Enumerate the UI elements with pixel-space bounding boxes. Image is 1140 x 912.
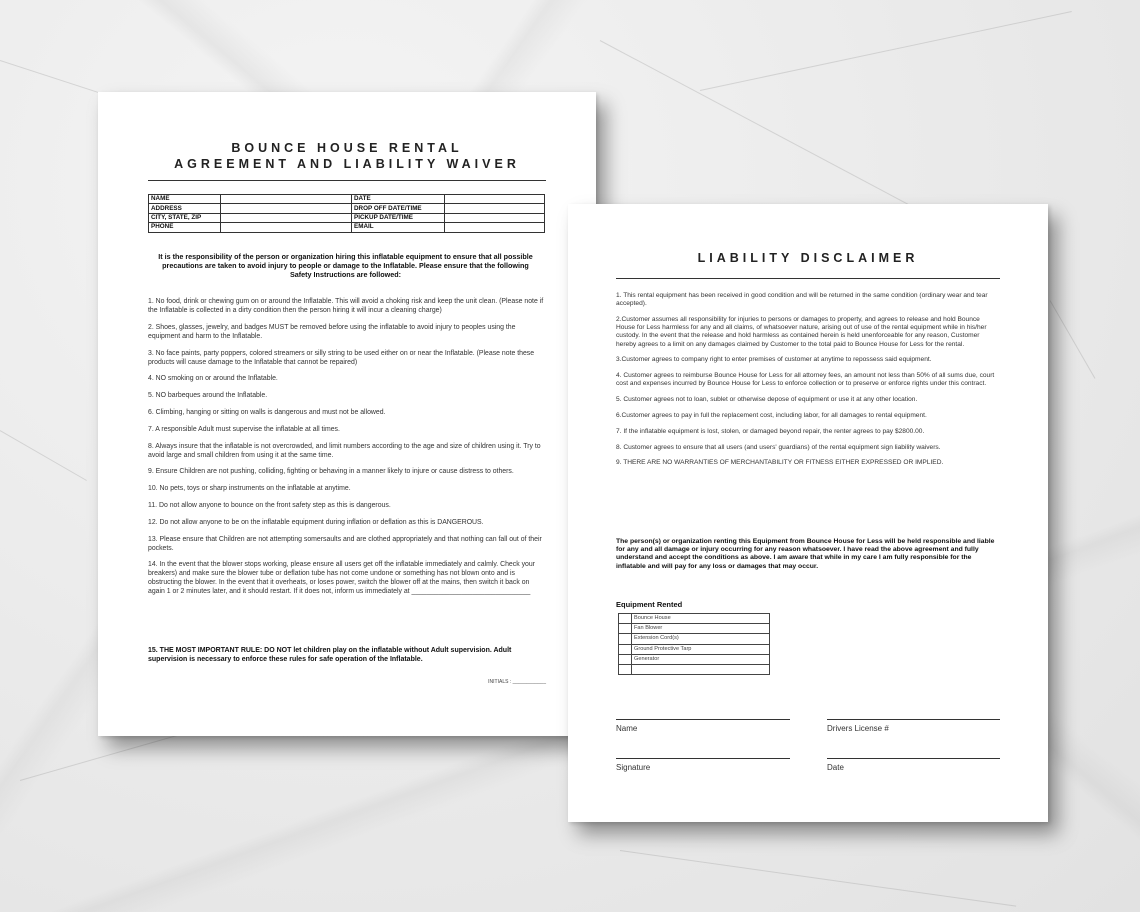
list-item: 1. No food, drink or chewing gum on or around the Inflatable. This will avoid a choking risk and keep the unit clean. (Please note if the Inflatable is collected in a dirty condition then the person hiring it will incur a cleaning charge)	[148, 298, 544, 314]
name-field[interactable]	[221, 195, 352, 204]
drivers-license-line[interactable]	[827, 719, 1000, 720]
title-line-1: BOUNCE HOUSE RENTAL	[231, 141, 463, 155]
equipment-label: Generator	[632, 654, 770, 664]
equipment-checkbox[interactable]	[619, 654, 632, 664]
field-label: NAME	[149, 195, 221, 204]
drivers-license-label: Drivers License #	[827, 724, 889, 733]
marble-vein	[0, 430, 87, 481]
pickup-field[interactable]	[445, 213, 545, 222]
list-item: 7. A responsible Adult must supervise the inflatable at all times.	[148, 425, 340, 433]
list-item: 5. NO barbeques around the Inflatable.	[148, 392, 268, 400]
customer-info-table	[148, 194, 545, 233]
table-row	[149, 223, 545, 232]
field-label: DATE	[352, 195, 445, 204]
table-row	[619, 644, 770, 654]
most-important-rule: 15. THE MOST IMPORTANT RULE: DO NOT let children play on the inflatable without Adult supervision. Adult supervision is necessary to enforce these rules for safe operation of the Inflatable.	[148, 647, 512, 663]
list-item: 10. No pets, toys or sharp instruments on the inflatable at anytime.	[148, 485, 351, 493]
signature-line[interactable]	[616, 758, 790, 759]
marble-vein	[1050, 300, 1096, 378]
safety-rules-list	[148, 297, 544, 604]
page-title	[98, 140, 596, 172]
dropoff-field[interactable]	[445, 204, 545, 213]
equipment-checkbox[interactable]	[619, 614, 632, 624]
list-item: 2.Customer assumes all responsibility for injuries to persons or damages to property, and agrees to release and hold Bounce House for Less harmless for any and all claims, of whatsoever nature, arising out of use of the rental equipment while in his/her custody. In the event that the release and hold harmless as contained herein is held unenforceable for any reason, Customer hereby agrees to a limit on any damages claimed by Customer to the total paid to Bounce House for Less for the rental.	[616, 316, 987, 348]
list-item: 2. Shoes, glasses, jewelry, and badges MUST be removed before using the inflatable to avoid injury to peoples using the equipment and harm to the Inflatable.	[148, 323, 516, 340]
table-row	[619, 634, 770, 644]
equipment-checkbox[interactable]	[619, 624, 632, 634]
equipment-label	[632, 664, 770, 674]
date-field[interactable]	[445, 195, 545, 204]
equipment-label: Fan Blower	[632, 624, 770, 634]
field-label: EMAIL	[352, 223, 445, 232]
equipment-label: Bounce House	[632, 614, 770, 624]
table-row	[149, 195, 545, 204]
terms-list	[616, 292, 1000, 475]
list-item: 6.Customer agrees to pay in full the replacement cost, including labor, for all damages to rental equipment.	[616, 412, 927, 419]
page-title: LIABILITY DISCLAIMER	[697, 251, 919, 265]
list-item: 6. Climbing, hanging or sitting on walls is dangerous and must not be allowed.	[148, 408, 386, 416]
title-divider	[616, 278, 1000, 279]
table-row	[149, 213, 545, 222]
title-divider	[148, 180, 546, 181]
equipment-label: Extension Cord(s)	[632, 634, 770, 644]
list-item: 7. If the inflatable equipment is lost, stolen, or damaged beyond repair, the renter agrees to pay $2800.00.	[616, 427, 925, 435]
marble-vein	[620, 850, 1016, 907]
equipment-label: Ground Protective Tarp	[632, 644, 770, 654]
table-row	[619, 654, 770, 664]
name-label: Name	[616, 724, 638, 733]
marble-vein	[700, 11, 1072, 91]
rental-agreement-page	[98, 92, 596, 736]
address-field[interactable]	[221, 204, 352, 213]
list-item: 3.Customer agrees to company right to enter premises of customer at anytime to repossess said equipment.	[616, 356, 932, 364]
table-row	[619, 614, 770, 624]
date-label: Date	[827, 763, 844, 772]
initials-line[interactable]: INITIALS : ____________	[488, 679, 546, 685]
list-item: 8. Customer agrees to ensure that all users (and users' guardians) of the rental equipment sign liability waivers.	[616, 443, 941, 451]
equipment-rented-heading: Equipment Rented	[616, 600, 683, 609]
intro-paragraph: It is the responsibility of the person or organization hiring this inflatable equipment to ensure that all possible precautions are taken to avoid injury to people or damage to the Inflatable. Please ensure that the following Safety Instructions are followed:	[158, 252, 533, 279]
list-item: 1. This rental equipment has been received in good condition and will be returned in the same condition (ordinary wear and tear accepted).	[616, 292, 988, 308]
list-item: 8. Always insure that the inflatable is not overcrowded, and limit numbers according to the age and size of children using it. Try to avoid large and small children from using it at the same time.	[148, 442, 541, 459]
title-line-2: AGREEMENT AND LIABILITY WAIVER	[174, 157, 520, 171]
field-label: PICKUP DATE/TIME	[352, 213, 445, 222]
acknowledgement-paragraph: The person(s) or organization renting this Equipment from Bounce House for Less will be held responsible and liable for any and all damage or injury occurring for any reason whatsoever. I have read the above agreement and fully understand and accept the conditions as above. I am aware that while in my care I am fully responsible for the inflatable and will pay for any loss or damages that may occur.	[616, 538, 995, 570]
liability-disclaimer-page	[568, 204, 1048, 822]
table-row	[619, 664, 770, 674]
phone-field[interactable]	[221, 223, 352, 232]
signature-label: Signature	[616, 763, 651, 772]
list-item: 9. Ensure Children are not pushing, colliding, fighting or behaving in a manner likely to injure or cause distress to others.	[148, 468, 514, 476]
equipment-table	[618, 613, 770, 675]
list-item: 5. Customer agrees not to loan, sublet or otherwise depose of equipment or use it at any other location.	[616, 396, 918, 404]
list-item: 12. Do not allow anyone to be on the inflatable equipment during inflation or deflation as this is DANGEROUS.	[148, 518, 484, 526]
list-item: 9. THERE ARE NO WARRANTIES OF MERCHANTABILITY OR FITNESS EITHER EXPRESSED OR IMPLIED.	[616, 459, 944, 467]
equipment-checkbox[interactable]	[619, 664, 632, 674]
list-item: 4. NO smoking on or around the Inflatable.	[148, 375, 278, 383]
city-state-zip-field[interactable]	[221, 213, 352, 222]
field-label: PHONE	[149, 223, 221, 232]
list-item: 14. In the event that the blower stops working, please ensure all users get off the inflatable immediately and calmly. Check your breakers) and make sure the blower tube or deflation tube has not come undone or something has not blown onto and is obstructing the blower. In the event that it overheats, or loses power, switch the blower off at the mains, then switch it back on again 1 or 2 minutes later, and it should restart. If it does not, inform us immediately at _______________________________	[148, 561, 535, 596]
name-signature-line[interactable]	[616, 719, 790, 720]
field-label: CITY, STATE, ZIP	[149, 213, 221, 222]
field-label: ADDRESS	[149, 204, 221, 213]
date-line[interactable]	[827, 758, 1000, 759]
equipment-checkbox[interactable]	[619, 634, 632, 644]
list-item: 4. Customer agrees to reimburse Bounce House for Less for all attorney fees, an amount not less than 50% of all sums due, court cost and expenses incurred by Bounce House for Less to enforce collection or to preserve or enforce rights under this contract.	[616, 372, 995, 388]
email-field[interactable]	[445, 223, 545, 232]
list-item: 13. Please ensure that Children are not attempting somersaults and are clothed appropriately and that nothing can fall out of their pockets.	[148, 535, 542, 552]
table-row	[619, 624, 770, 634]
equipment-checkbox[interactable]	[619, 644, 632, 654]
list-item: 11. Do not allow anyone to bounce on the front safety step as this is dangerous.	[148, 501, 391, 509]
list-item: 3. No face paints, party poppers, colored streamers or silly string to be used either on or near the Inflatable. (Please note these products will cause damage to the Inflatable that cannot be repaired)	[148, 349, 535, 366]
field-label: DROP OFF DATE/TIME	[352, 204, 445, 213]
table-row	[149, 204, 545, 213]
